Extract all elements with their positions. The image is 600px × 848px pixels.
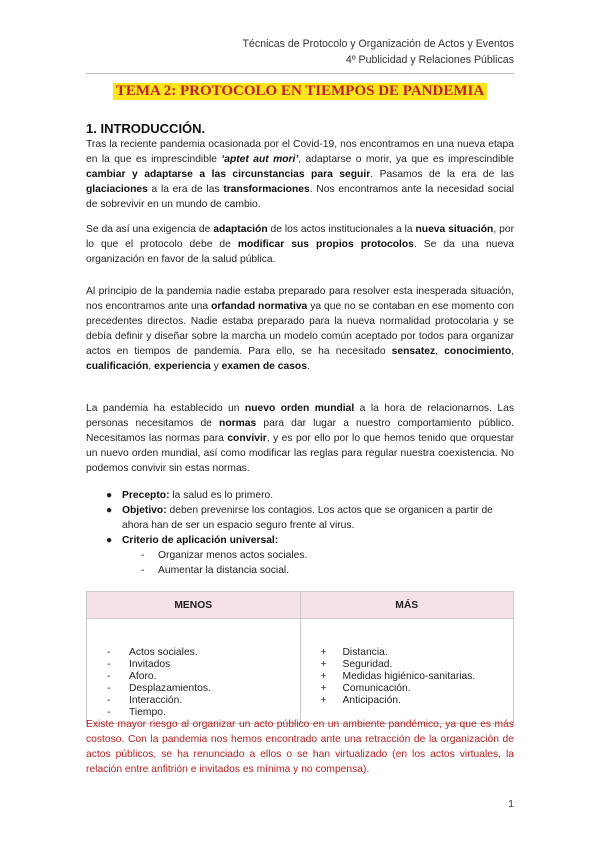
column-mas xyxy=(300,619,514,723)
header-divider xyxy=(86,73,514,74)
text-run: a la era de las xyxy=(147,184,224,195)
table-body-row xyxy=(87,619,513,723)
bold-run: normas xyxy=(219,418,257,429)
title-wrapper xyxy=(86,82,514,100)
bold-run: sensatez xyxy=(391,346,436,357)
bullet-list xyxy=(86,488,514,578)
text-run: , xyxy=(511,346,514,357)
dash-icon: - xyxy=(107,659,111,670)
list-item xyxy=(87,647,300,659)
bold-run: transformaciones xyxy=(223,184,310,195)
text-run: . Pasamos de la era de las xyxy=(370,169,514,180)
list-item-text: Comunicación. xyxy=(342,683,411,694)
header-course-title: Técnicas de Protocolo y Organización de Actos y Eventos xyxy=(242,38,514,50)
dash-icon: - xyxy=(141,550,145,561)
bullet-precepto xyxy=(86,488,514,503)
text-run: Se da así una exigencia de xyxy=(86,224,214,235)
list-item xyxy=(301,683,514,695)
list-item-text: Medidas higiénico-sanitarias. xyxy=(342,671,476,682)
bold-run: convivir xyxy=(227,433,267,444)
list-item-text: Invitados xyxy=(129,659,171,670)
dash-icon: - xyxy=(141,565,145,576)
text-run: ya que no se contaban en ese momento con precedentes directos. Nadie estaba preparado para la nueva normalidad protocolaria y se debía definir y diseñar sobre la marcha un modelo común aceptado por todos para organizar actos en tiempos de pandemia. Para ello, se ha necesitado xyxy=(86,301,514,357)
text-run: La pandemia ha establecido un xyxy=(86,403,245,414)
paragraph-1 xyxy=(86,137,514,212)
sub-item-text: Aumentar la distancia social. xyxy=(158,565,290,576)
table-header-row xyxy=(87,592,513,619)
text-run: . Se da una nueva organización en favor de la salud pública. xyxy=(86,239,514,265)
bullet-label: Precepto: xyxy=(122,490,170,501)
page-number: 1 xyxy=(508,798,514,810)
bullet-text: deben prevenirse los contagios. Los actos que se organicen a partir de ahora han de ser un espacio seguro frente al virus. xyxy=(122,505,493,531)
header-mas: MÁS xyxy=(300,592,514,618)
sub-item-text: Organizar menos actos sociales. xyxy=(158,550,308,561)
bold-run: nueva situación xyxy=(415,224,494,235)
text-run: , por lo que el protocolo debe de xyxy=(86,224,514,250)
dash-icon: - xyxy=(107,707,111,718)
header-degree: 4º Publicidad y Relaciones Públicas xyxy=(345,54,514,66)
paragraph-4 xyxy=(86,401,514,476)
list-item-text: Actos sociales. xyxy=(129,647,198,658)
list-item-text: Distancia. xyxy=(342,647,388,658)
text-run: , adaptarse o morir, ya que es imprescindible xyxy=(298,154,514,165)
bold-run: adaptación xyxy=(213,224,268,235)
dash-icon: - xyxy=(107,647,111,658)
list-item xyxy=(87,671,300,683)
bold-run: modificar sus propios protocolos xyxy=(237,239,414,250)
text-run: . xyxy=(306,361,310,372)
plus-icon: + xyxy=(320,695,327,706)
list-item xyxy=(87,683,300,695)
bullet-dot-icon: ● xyxy=(106,505,113,516)
plus-icon: + xyxy=(320,647,327,658)
list-item-text: Interacción. xyxy=(129,695,183,706)
plus-icon: + xyxy=(320,683,327,694)
bold-run: conocimiento xyxy=(444,346,512,357)
dash-icon: - xyxy=(107,683,111,694)
bold-run: examen de casos xyxy=(221,361,307,372)
bullet-label: Criterio de aplicación universal: xyxy=(122,535,279,546)
bullet-dot-icon: ● xyxy=(106,490,113,501)
paragraph-2 xyxy=(86,222,514,267)
bullet-objetivo xyxy=(86,503,514,533)
bold-run: cambiar y adaptarse a las circunstancias para seguir xyxy=(86,169,371,180)
bullet-criterio xyxy=(86,533,514,548)
sub-item xyxy=(86,548,514,563)
bullet-text: la salud es lo primero. xyxy=(169,490,274,501)
bold-run: experiencia xyxy=(154,361,211,372)
document-title: TEMA 2: PROTOCOLO EN TIEMPOS DE PANDEMIA xyxy=(113,83,487,100)
text-run: a la hora de relacionarnos. Las personas necesitamos de xyxy=(86,403,514,429)
text-run: Al principio de la pandemia nadie estaba preparado para resolver esta inesperada situación, nos encontramos ante una xyxy=(86,286,514,312)
conclusion-paragraph: Existe mayor riesgo al organizar un acto público en un ambiente pandémico, ya que es más costoso. Con la pandemia nos hemos encontrado ante una retracción de la organización de actos públicos, se ha renunciado a ellos o se han virtualizado (en los actos virtuales, la relación entre anfitrión e invitados es mínima y no compensa). xyxy=(86,719,514,775)
header-menos: MENOS xyxy=(174,600,213,611)
text-run: , xyxy=(435,346,445,357)
paragraph-3 xyxy=(86,284,514,374)
text-run: , xyxy=(148,361,155,372)
list-item-text: Seguridad. xyxy=(342,659,393,670)
comparison-table xyxy=(86,591,514,724)
bullet-label: Objetivo: xyxy=(122,505,167,516)
bold-run: cualificación xyxy=(86,361,149,372)
text-run: y xyxy=(210,361,222,372)
plus-icon: + xyxy=(320,671,327,682)
list-item xyxy=(87,659,300,671)
list-item xyxy=(301,695,514,707)
list-item xyxy=(301,671,514,683)
bold-run: nuevo orden mundial xyxy=(244,403,355,414)
bold-run: glaciaciones xyxy=(86,184,148,195)
text-run: . Nos encontramos ante la necesidad social de sobrevivir en un mundo de cambio. xyxy=(86,184,515,210)
text-run: , y es por ello por lo que hemos tenido que orquestar un nuevo orden mundial, así como modificar las reglas para regular nuestra coexistencia. No podemos convivir sin estas normas. xyxy=(86,433,514,474)
list-item-text: Anticipación. xyxy=(342,695,401,706)
text-run: de los actos institucionales a la xyxy=(267,224,416,235)
list-item-text: Desplazamientos. xyxy=(129,683,211,694)
page-header xyxy=(243,36,514,68)
list-item xyxy=(301,647,514,659)
bullet-dot-icon: ● xyxy=(106,535,113,546)
sub-item xyxy=(86,563,514,578)
dash-icon: - xyxy=(107,671,111,682)
bold-italic-run: ‘aptet aut mori’ xyxy=(221,154,299,165)
plus-icon: + xyxy=(320,659,327,670)
column-menos xyxy=(87,619,300,723)
list-item xyxy=(87,695,300,707)
dash-icon: - xyxy=(107,695,111,706)
bold-run: orfandad normativa xyxy=(211,301,308,312)
list-item-text: Tiempo. xyxy=(129,707,166,718)
section-heading: 1. INTRODUCCIÓN. xyxy=(86,121,206,136)
text-run: para dar lugar a nuestro comportamiento público. Necesitamos las normas para xyxy=(86,418,515,444)
list-item xyxy=(301,659,514,671)
text-run: Tras la reciente pandemia ocasionada por el Covid-19, nos encontramos en una nueva etapa en la que es imprescindible xyxy=(86,139,514,165)
list-item-text: Aforo. xyxy=(129,671,157,682)
